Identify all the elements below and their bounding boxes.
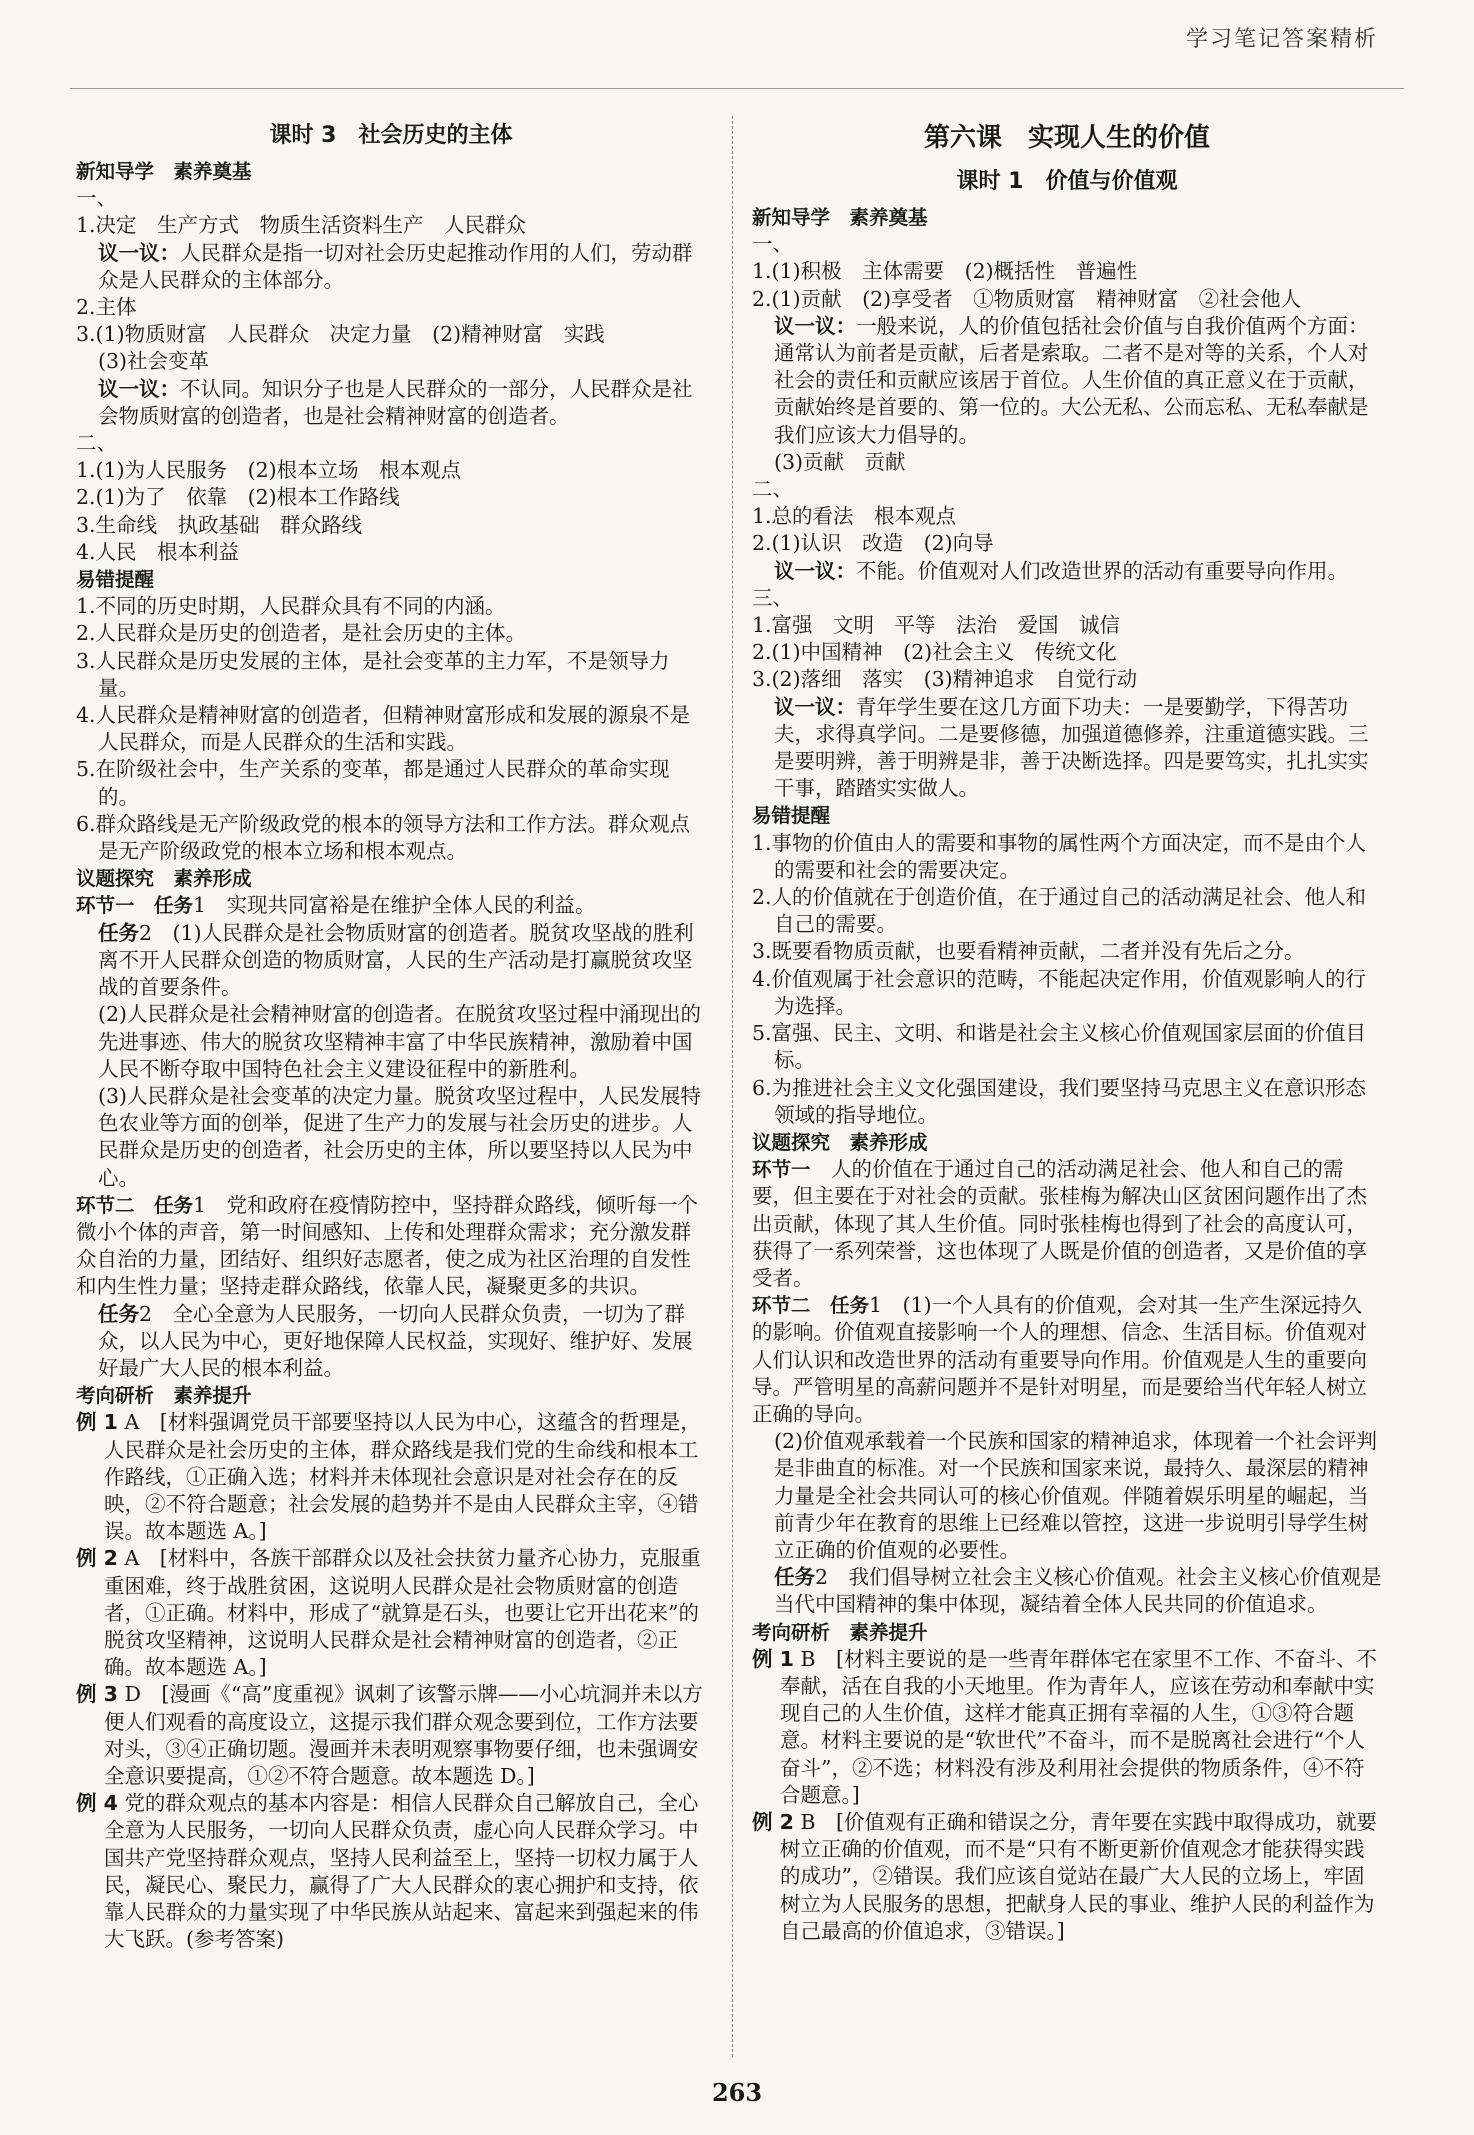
- task-label: 环节一 任务: [76, 894, 194, 918]
- section-heading: 议题探究 素养形成: [76, 867, 252, 891]
- reminder-item: 2.人民群众是历史的创造者，是社会历史的主体。: [76, 621, 527, 646]
- task-paragraph: (3)人民群众是社会变革的决定力量。脱贫攻坚过程中，人民发展特色农业等方面的创举，促进了生产力的发展与社会历史的进步。人民群众是历史的创造者，社会历史的主体，所以要坚持以人民为中心。: [98, 1083, 702, 1190]
- task-text: 人的价值在于通过自己的活动满足社会、他人和自己的需要，但主要在于对社会的贡献。张桂梅为解决山区贫困问题作出了杰出贡献，体现了其人生价值。同时张桂梅也得到了社会的高度认可，获得了一系列荣誉，这也体现了人既是价值的创造者，又是价值的享受者。: [752, 1157, 1367, 1290]
- task-paragraph: [752, 1156, 1382, 1292]
- section-heading: 易错提醒: [752, 804, 831, 828]
- chapter-title: 第六课 实现人生的价值: [923, 123, 1210, 153]
- discuss-text: 不认同。知识分子也是人民群众的一部分，人民群众是社会物质财富的创造者，也是社会精神财富的创造者。: [98, 376, 693, 428]
- example-text: A [材料中，各族干部群众以及社会扶贫力量齐心协力，克服重重困难，终于战胜贫困，这说明人民群众是社会物质财富的创造者，①正确。材料中，形成了“就算是石头，也要让它开出花来”的脱贫攻坚精神，这说明人民群众是社会精神财富的创造者，②正确。故本题选 A。]: [104, 1546, 701, 1680]
- reminder-item: 6.为推进社会主义文化强国建设，我们要坚持马克思主义在意识形态领域的指导地位。: [752, 1075, 1367, 1127]
- reminder-item: 6.群众路线是无产阶级政党的根本的领导方法和工作方法。群众观点是无产阶级政党的根本立场和根本观点。: [76, 811, 691, 864]
- example-label: 例 1: [76, 1410, 118, 1435]
- task-paragraph: (2)价值观承载着一个民族和国家的精神追求，体现着一个社会评判是非曲直的标准。对一个民族和国家来说，最持久、最深层的精神力量是全社会共同认可的核心价值观。伴随着娱乐明星的崛起，当前青少年在教育的思维上已经难以管控，这进一步说明引导学生树立正确的价值观的必要性。: [774, 1429, 1378, 1562]
- part-heading: 一、: [752, 232, 793, 257]
- answer-item: 3.(2)落细 落实 (3)精神追求 自觉行动: [752, 667, 1138, 692]
- reminder-item: 4.价值观属于社会意识的范畴，不能起决定作用，价值观影响人的行为选择。: [752, 966, 1367, 1018]
- answer-item: 2.(1)中国精神 (2)社会主义 传统文化: [752, 640, 1117, 665]
- task-paragraph: (2)人民群众是社会精神财富的创造者。在脱贫攻坚过程中涌现出的先进事迹、伟大的脱贫攻坚精神丰富了中华民族精神，激励着中国人民不断夺取中国特色社会主义建设征程中的新胜利。: [98, 1002, 702, 1081]
- example-label: 例 4: [76, 1791, 118, 1816]
- answer-item: 1.(1)为人民服务 (2)根本立场 根本观点: [76, 458, 462, 483]
- task-label: 任务: [98, 1301, 139, 1326]
- task-label: 任务: [98, 920, 139, 945]
- part-heading: 一、: [76, 186, 117, 211]
- example-answer: [76, 1409, 706, 1545]
- example-answer: [752, 1809, 1382, 1945]
- example-answer: [76, 1545, 706, 1681]
- part-heading: 三、: [752, 585, 793, 610]
- example-label: 例 2: [76, 1546, 118, 1571]
- reminder-item: 5.富强、民主、文明、和谐是社会主义核心价值观国家层面的价值目标。: [752, 1021, 1367, 1073]
- task-text: 1 党和政府在疫情防控中，坚持群众路线，倾听每一个微小个体的声音，第一时间感知、上传和处理群众需求；充分激发群众自治的力量，团结好、组织好志愿者，使之成为社区治理的自发性和内生性力量；坚持走群众路线，依靠人民，凝聚更多的共识。: [76, 1192, 699, 1299]
- answer-item: 1.决定 生产方式 物质生活资料生产 人民群众: [76, 213, 527, 238]
- task-paragraph: [76, 892, 706, 919]
- task-paragraph: [76, 1301, 706, 1383]
- example-answer: [76, 1681, 706, 1790]
- reminder-item: 5.在阶级社会中，生产关系的变革，都是通过人民群众的革命实现的。: [76, 757, 670, 809]
- lesson-title: 课时 3 社会历史的主体: [269, 123, 513, 148]
- section-heading: 新知导学 素养奠基: [76, 160, 252, 183]
- answer-item: 1.富强 文明 平等 法治 爱国 诚信: [752, 613, 1121, 638]
- task-text: 2 我们倡导树立社会主义核心价值观。社会主义核心价值观是当代中国精神的集中体现，凝结着全体人民共同的价值追求。: [774, 1565, 1382, 1617]
- section-heading: 易错提醒: [76, 568, 155, 592]
- page-header-title: 学习笔记答案精析: [1185, 27, 1378, 52]
- discuss-label: 议一议：: [774, 558, 856, 583]
- part-heading: 二、: [76, 431, 117, 456]
- discuss-label: 议一议：: [98, 376, 180, 401]
- reminder-item: 1.事物的价值由人的需要和事物的属性两个方面决定，而不是由个人的需要和社会的需要决定。: [752, 830, 1367, 882]
- answer-item: 1.总的看法 根本观点: [752, 504, 957, 529]
- answer-item: 2.主体: [76, 295, 137, 320]
- task-paragraph: [76, 920, 706, 1002]
- example-label: 例 1: [752, 1646, 794, 1671]
- answer-item: 1.(1)积极 主体需要 (2)概括性 普遍性: [752, 259, 1138, 284]
- answer-item: 3.生命线 执政基础 群众路线: [76, 512, 363, 537]
- discuss-label: 议一议：: [98, 240, 180, 265]
- task-text: 2 全心全意为人民服务，一切向人民群众负责，一切为了群众，以人民为中心，更好地保障人民权益，实现好、维护好、发展好最广大人民的根本利益。: [98, 1301, 693, 1380]
- page-number: 263: [711, 2078, 763, 2107]
- reminder-item: 1.不同的历史时期，人民群众具有不同的内涵。: [76, 594, 506, 619]
- discuss-label: 议一议：: [774, 313, 856, 338]
- answer-item: 2.(1)为了 依靠 (2)根本工作路线: [76, 485, 400, 510]
- example-answer: [752, 1646, 1382, 1809]
- discuss-text: 青年学生要在这几方面下功夫：一是要勤学，下得苦功夫，求得真学问。二是要修德，加强道德修养，注重道德实践。三是要明辨，善于明辨是非，善于决断选择。四是要笃实，扎扎实实干事，踏踏实实做人。: [774, 694, 1369, 801]
- part-heading: 二、: [752, 477, 793, 502]
- example-text: B [价值观有正确和错误之分，青年要在实践中取得成功，就要树立正确的价值观，而不是“只有不断更新价值观念才能获得实践的成功”，②错误。我们应该自觉站在最广大人民的立场上，牢固树立为人民服务的思想，把献身人民的事业、维护人民的利益作为自己最高的价值追求，③错误。]: [780, 1809, 1377, 1943]
- reminder-item: 2.人的价值就在于创造价值，在于通过自己的活动满足社会、他人和自己的需要。: [752, 885, 1367, 937]
- task-label: 环节一: [752, 1158, 811, 1182]
- task-text: 1 (1)一个人具有的价值观，会对其一生产生深远持久的影响。价值观直接影响一个人的理想、信念、生活目标。价值观对人们认识和改造世界的活动有重要导向作用。价值观是人生的重要向导。严管明星的高薪问题并不是针对明星，而是要给当代年轻人树立正确的导向。: [752, 1293, 1367, 1426]
- example-label: 例 2: [752, 1809, 794, 1834]
- answer-item: (3)社会变革: [98, 349, 210, 374]
- answer-item: 2.(1)认识 改造 (2)向导: [752, 531, 994, 556]
- example-text: 党的群众观点的基本内容是：相信人民群众自己解放自己，全心全意为人民服务，一切向人民群众负责，虚心向人民群众学习。中国共产党坚持群众观点，坚持人民利益至上，坚持一切权力属于人民，凝民心、聚民力，赢得了广大人民群众的衷心拥护和支持，依靠人民群众的力量实现了中华民族从站起来、富起来到强起来的伟大飞跃。(参考答案): [104, 1791, 699, 1952]
- reminder-item: 4.人民群众是精神财富的创造者，但精神财富形成和发展的源泉不是人民群众，而是人民群众的生活和实践。: [76, 703, 691, 755]
- task-label: 环节二 任务: [76, 1193, 194, 1217]
- example-text: B [材料主要说的是一些青年群体宅在家里不工作、不奋斗、不奉献，活在自我的小天地里。作为青年人，应该在劳动和奉献中实现自己的人生价值，这样才能真正拥有幸福的人生，①③符合题意。材料主要说的是“软世代”不奋斗，而不是脱离社会进行“个人奋斗”，②不选；材料没有涉及利用社会提供的物质条件，④不符合题意。]: [780, 1646, 1377, 1807]
- reminder-item: 3.人民群众是历史发展的主体，是社会变革的主力军，不是领导力量。: [76, 648, 670, 700]
- example-text: D [漫画《“高”度重视》讽刺了该警示牌——小心坑洞并未以方便人们观看的高度设立，这提示我们群众观念要到位，工作方法要对头，③④正确切题。漫画并未表明观察事物要仔细，也未强调安全意识要提高，①②不符合题意。故本题选 D。]: [104, 1682, 703, 1788]
- discuss-label: 议一议：: [774, 694, 856, 719]
- task-paragraph: [76, 1192, 706, 1301]
- section-heading: 议题探究 素养形成: [752, 1130, 928, 1154]
- answer-item: (3)贡献 贡献: [774, 449, 906, 474]
- discuss-block: [752, 558, 1382, 585]
- discuss-block: [76, 240, 706, 294]
- task-text: 1 实现共同富裕是在维护全体人民的利益。: [193, 893, 596, 918]
- task-text: 2 (1)人民群众是社会物质财富的创造者。脱贫攻坚战的胜利离不开人民群众创造的物质财富，人民的生产活动是打赢脱贫攻坚战的首要条件。: [98, 920, 694, 1000]
- discuss-text: 不能。价值观对人们改造世界的活动有重要导向作用。: [856, 558, 1348, 583]
- discuss-block: [752, 694, 1382, 803]
- right-column: [752, 118, 1382, 1945]
- answer-item: 3.(1)物质财富 人民群众 决定力量 (2)精神财富 实践: [76, 322, 605, 347]
- example-label: 例 3: [76, 1682, 118, 1707]
- header-rule: [70, 88, 1404, 89]
- reminder-item: 3.既要看物质贡献，也要看精神贡献，二者并没有先后之分。: [752, 939, 1305, 964]
- discuss-block: [76, 376, 706, 430]
- section-heading: 新知导学 素养奠基: [752, 206, 928, 229]
- discuss-text: 一般来说，人的价值包括社会价值与自我价值两个方面：通常认为前者是贡献，后者是索取。二者不是对等的关系，个人对社会的责任和贡献应该居于首位。人生价值的真正意义在于贡献，贡献始终是首要的、第一位的。大公无私、公而忘私、无私奉献是我们应该大力倡导的。: [774, 313, 1369, 447]
- section-heading: 考向研析 素养提升: [752, 1620, 928, 1644]
- column-divider: [732, 116, 733, 2057]
- discuss-text: 人民群众是指一切对社会历史起推动作用的人们，劳动群众是人民群众的主体部分。: [98, 240, 693, 292]
- section-heading: 考向研析 素养提升: [76, 1384, 252, 1408]
- lesson-title: 课时 1 价值与价值观: [956, 169, 1178, 194]
- task-paragraph: [752, 1292, 1382, 1428]
- discuss-block: [752, 313, 1382, 449]
- answer-item: 2.(1)贡献 (2)享受者 ①物质财富 精神财富 ②社会他人: [752, 286, 1302, 311]
- task-paragraph: [752, 1564, 1382, 1618]
- example-answer: [76, 1790, 706, 1953]
- answer-item: 4.人民 根本利益: [76, 539, 240, 564]
- example-text: A [材料强调党员干部要坚持以人民为中心，这蕴含的哲理是，人民群众是社会历史的主体，群众路线是我们党的生命线和根本工作路线，①正确入选；材料并未体现社会意识是对社会存在的反映，②不符合题意；社会发展的趋势并不是由人民群众主宰，④错误。故本题选 A。]: [104, 1410, 701, 1544]
- left-column: [76, 118, 706, 1953]
- task-label: 环节二 任务: [752, 1294, 870, 1318]
- task-label: 任务: [774, 1565, 815, 1590]
